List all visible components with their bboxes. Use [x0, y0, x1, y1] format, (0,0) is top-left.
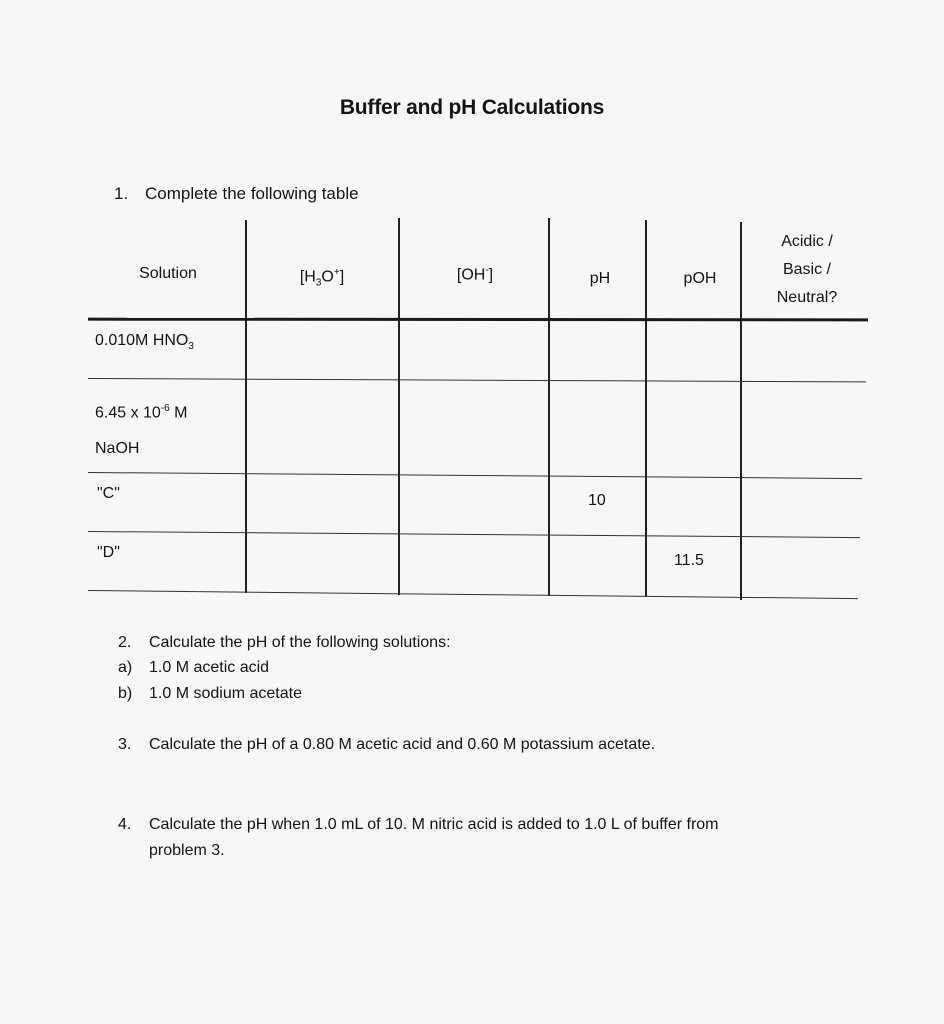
header-h3o-sub: 3 — [315, 277, 322, 289]
table-divider-v4 — [645, 220, 647, 597]
table-divider-v1 — [245, 220, 247, 593]
table-divider-v5 — [740, 222, 742, 600]
header-h3o-mid: O — [321, 268, 334, 286]
row2-solution — [95, 391, 188, 467]
header-acidic-basic-neutral — [752, 228, 862, 312]
question-1 — [114, 184, 359, 204]
header-abn-line3: Neutral? — [776, 289, 838, 306]
header-h3o — [262, 267, 382, 289]
header-oh-base: [OH — [456, 266, 486, 284]
row2-solution-line2: NaOH — [95, 440, 140, 458]
table-row-rule-1 — [88, 378, 866, 382]
question-2b-text: 1.0 M sodium acetate — [149, 685, 302, 702]
question-4-line1: Calculate the pH when 1.0 mL of 10. M nitric acid is added to 1.0 L of buffer from — [149, 816, 719, 833]
header-oh-end: ] — [488, 266, 494, 284]
question-2a-text: 1.0 M acetic acid — [149, 659, 270, 676]
row2-solution-sup: -6 — [160, 403, 170, 414]
question-1-text: Complete the following table — [145, 184, 359, 203]
question-2a — [118, 659, 269, 677]
header-oh — [420, 265, 530, 284]
question-2b-label: b) — [118, 685, 133, 702]
header-oh-sup: - — [485, 265, 489, 276]
table-row-rule-3 — [88, 531, 860, 538]
table-divider-v2 — [398, 218, 400, 595]
question-3-text: Calculate the pH of a 0.80 M acetic acid and 0.60 M potassium acetate. — [149, 736, 656, 753]
header-solution-label: Solution — [139, 265, 197, 282]
row2-solution-end: M — [169, 404, 188, 422]
row1-solution — [95, 332, 194, 352]
page-title: Buffer and pH Calculations — [339, 96, 605, 119]
header-solution — [118, 265, 218, 283]
header-ph — [570, 270, 630, 288]
row2-solution-base: 6.45 x 10 — [95, 404, 161, 422]
header-h3o-sup: + — [333, 267, 340, 278]
question-4 — [118, 812, 719, 864]
question-2-text: Calculate the pH of the following solutions: — [149, 634, 451, 651]
header-poh — [665, 270, 735, 288]
row3-solution: "C" — [97, 485, 120, 502]
question-2 — [118, 634, 451, 652]
question-4-number: 4. — [118, 816, 132, 833]
question-3 — [118, 736, 655, 754]
table-header-rule — [88, 318, 868, 322]
row1-solution-base: 0.010M HNO — [95, 332, 189, 349]
question-3-number: 3. — [118, 736, 132, 753]
row4-solution: "D" — [97, 544, 120, 561]
header-h3o-end: ] — [339, 268, 345, 286]
header-abn-line2: Basic / — [782, 261, 831, 278]
question-1-number: 1. — [114, 184, 129, 203]
row1-solution-sub: 3 — [188, 341, 194, 353]
header-abn-line1: Acidic / — [781, 233, 833, 250]
table-row-rule-2 — [88, 472, 862, 479]
header-ph-label: pH — [589, 270, 611, 287]
header-h3o-base: [H — [299, 268, 316, 286]
question-2b — [118, 685, 302, 703]
row4-poh: 11.5 — [674, 552, 704, 569]
row3-ph: 10 — [588, 492, 606, 509]
question-2-number: 2. — [118, 634, 132, 651]
question-4-line2: problem 3. — [149, 842, 225, 859]
question-2a-label: a) — [118, 659, 133, 676]
table-row-rule-4 — [88, 590, 858, 599]
table-divider-v3 — [548, 218, 550, 596]
header-poh-label: pOH — [683, 270, 717, 287]
